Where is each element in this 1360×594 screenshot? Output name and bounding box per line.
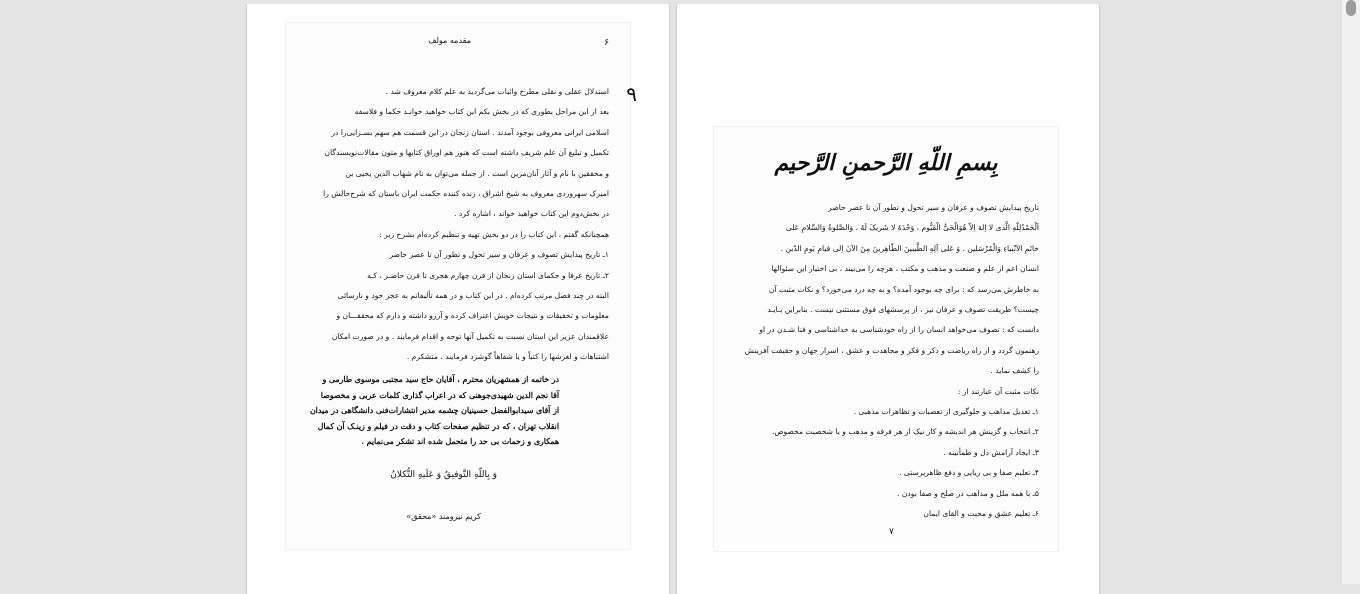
vertical-scrollbar[interactable] [1341,0,1360,584]
text-line: و محققین با نام و آثار آنان‌مزین است . از جمله می‌توان به نام شهاب الدین یحیی بن [345,168,609,178]
text-line: دانست که : تصوف می‌خواهد انسان را از راه خودشناسی به خداشناسی و فنا شـدن در او [759,325,1039,335]
page-6 [246,4,670,594]
text-line: تکمیل و تبلیغ آن علم شریف داشته است که هنوز هم اوراق کتابها و متون مقالات‌نویسندگان [324,148,609,158]
closing-prayer: وَ بِاللّهِ التَّوفیقُ وَ عَلَیهِ التُّکلانُ [390,470,497,480]
text-line: امیرک سهروردی معروف به شیخ اشراق ، زنده کننده حکمت ایران باستان که شرح‌حالش را [323,189,609,199]
text-line: همکاری و زحمات بی حد را متحمل شده اند تشکر می‌نمایم . [361,437,559,447]
text-line: اشتباهات و لغزشها را کتباً و یا شفاهاً گوشزد فرمایند . متشکرم . [406,352,609,362]
text-line: رهنمون گردد و از راه ریاضت و ذکر و فکر و مجاهدت و عشق ، اسرار جهان و حقیقت آفرینش [744,345,1039,355]
text-line: ۱ـ تاریخ پیدایش تصوف و عرفان و سیر تحول و تطور آن تا عصر حاضر [389,250,609,260]
text-line: به خاطرش می‌رسد که : برای چه بوجود آمده؟ و به چه درد می‌خورد؟ و نکات مثبت آن [768,284,1039,294]
text-line: معلومات و تحقیقات و نتیجات خویش اعتراف کرده و آرزو داشته و دارم که محققـــان و [336,311,609,321]
margin-annotation: ٩ [626,82,637,106]
scrollbar-thumb[interactable] [1346,0,1356,16]
text-line: ۶ـ تعلیم عشق و محبت و القای ایمان [923,509,1039,519]
text-line: را کشف نماید . [990,366,1039,376]
text-line: تاریخ پیدایش تصوف و عرفان و سیر تحول و تطور آن تا عصر حاضر [828,203,1039,212]
page-number: ۷ [889,527,894,537]
text-line: در خاتمه از همشهریان محترم ، آقایان حاج سید مجتبی موسوی طارمی و [322,375,559,384]
text-line: ۴ـ تعلیم صفا و بی ریایی و دفع ظاهرپرستی . [899,468,1039,478]
scanned-page-right [713,126,1059,552]
page-7 [676,4,1100,594]
acknowledgement-paragraph [309,372,559,450]
body-paragraph-left [307,82,609,368]
text-line: البته در چند فصل مرتب کرده‌ام . در این کتاب و در همه تألیفاتم به عجز خود و نارسائی [337,291,609,301]
text-line: اسلامی ایرانی معروفی بوجود آمدند . استان زنجان در این قسمت هم سهم بسـزایی‌را در [331,127,609,137]
header-title: مقدمه مولف [428,36,471,45]
text-line: چیست؟ طریقت تصوف و عرفان نیز ، از پرسشهای فوق مستثنی نیست . بنابراین بـایـد [767,305,1039,315]
text-line: بعد از این مراحل بطوری که در بخش یکم این کتاب خواهید خوانـد حکما و فلاسفه [354,107,609,117]
text-line: ۲ـ انتخاب و گزینش هر اندیشه و کار نیک از هر فرقه و مذهب و یا شخصیت مخصوص. [771,427,1039,437]
text-line: ۵ـ با همه ملل و مذاهب در صلح و صفا بودن . [897,488,1039,498]
page-header [285,36,631,52]
text-line: ۱ـ تعدیل مذاهب و جلوگیری از تعصبات و تظاهرات مذهبی . [853,407,1039,417]
text-line: نکات مثبت آن عبارتند از : [957,386,1039,396]
text-line: استدلال عقلی و نقلی مطرح واثبات می‌گردید به علم کلام معروف شد . [385,87,609,96]
text-line: ۲ـ تاریخ عرفا و حکمای استان زنجان از قرن چهارم هجری تا قرن حاضـر ، کـه [367,270,609,280]
text-line: خاتَمِ الاَنْبیاءِ وَالْمُرْسَلین . وَ عَلی آلِهِ الطَّیبینَ الطّاهِرینَ مِنَ الآنَ اِلی قیامِ یَومِ الدّین . [780,243,1039,253]
author-signature: کریم نیرومند «محقق» [406,512,481,521]
text-line: انسان اعم از علم و صنعت و مذهب و مکتب ، هرچه را می‌بیند ، بی اختیار این سئوالها [771,264,1039,274]
body-paragraph-right [743,198,1039,525]
header-page-number: ۶ [604,38,609,48]
text-line: علاقمندان عزیز این استان نسبت به تکمیل آنها توجه و اقدام فرمایند . و در صورت امکان [331,331,609,341]
text-line: آقا نجم الدین شهیدی‌جوهنی که در اعراب گذاری کلمات عربی و مخصوصا [320,390,559,400]
bismillah-calligraphy: بِسمِ اللّهِ الرَّحمنِ الرَّحیم [774,150,998,176]
text-line: در بخش‌دوم این کتاب خواهید خواند ، اشاره کرد . [454,209,609,219]
text-line: اَلْحَمْدُلِلّهِ الَّذی لا اِلهَ اِلاّ هُوَالْحَیُّ الْقَیُّوم ، وَحْدَهُ لا شَریکَ لَهُ ، وَالصَّلوةُ وَالسَّلامِ عَلی [785,223,1039,233]
text-line: انقلاب تهران ، که در تنظیم صفحات کتاب و دقت در فیلم و زینـک آن کمال [317,421,559,431]
text-line: از آقای سیدابوالفضل حسینیان چشمه مدیر انتشارات‌فنی دانشگاهی در میدان [309,406,559,416]
text-line: همچنانکه گفتم ، این کتاب را در دو بخش تهیه و تنظیم کرده‌ام بشرح زیر : [379,229,609,239]
text-line: ۳ـ ایجاد آرامش دل و طمأنینه . [943,447,1039,457]
scanned-page-left [285,22,637,550]
